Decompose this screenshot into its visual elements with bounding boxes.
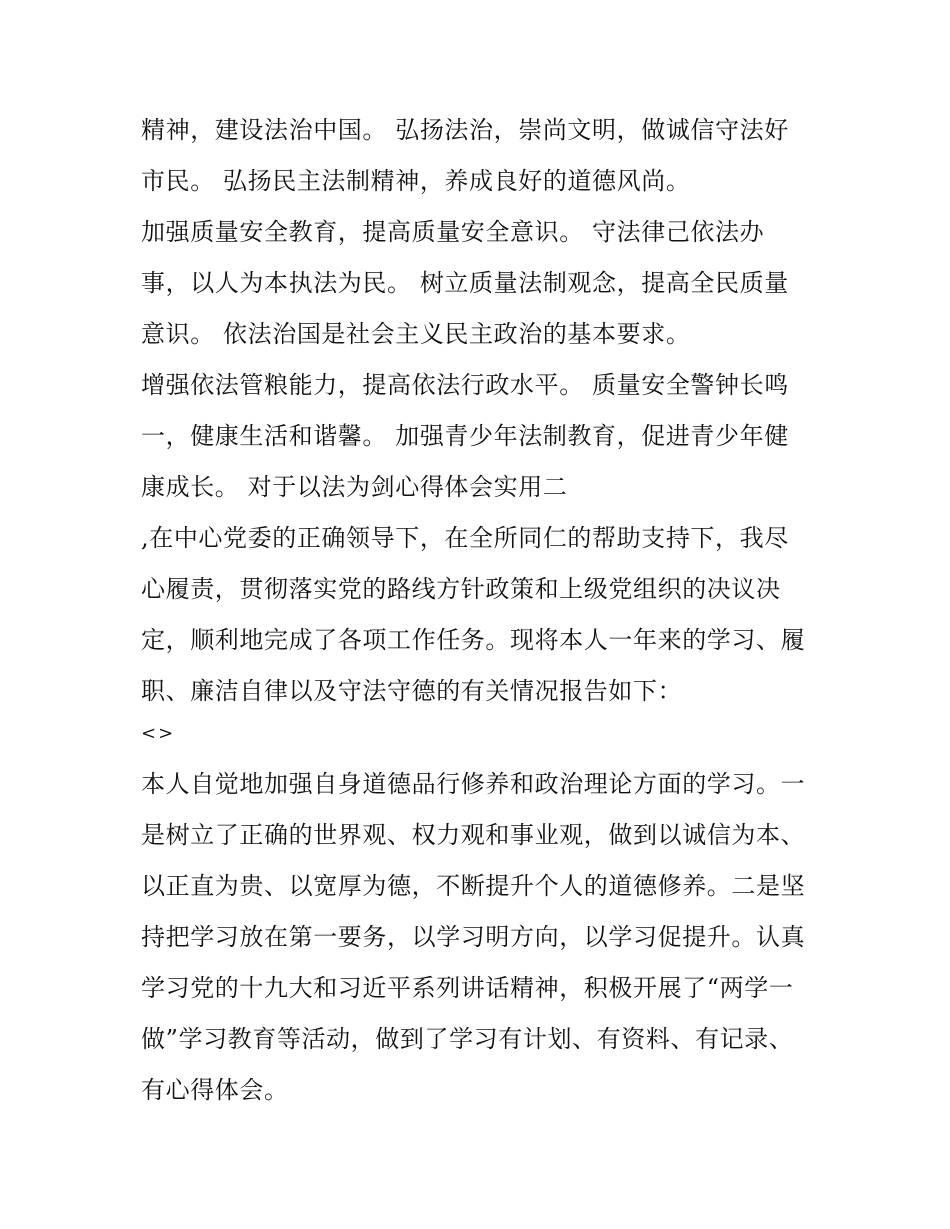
text-line: 定，顺利地完成了各项工作任务。现将本人一年来的学习、履	[141, 626, 806, 654]
text-line: 职、廉洁自律以及守法守德的有关情况报告如下：	[141, 677, 683, 705]
text-line: 精神，建设法治中国。 弘扬法治，崇尚文明，做诚信守法好	[141, 116, 789, 144]
placeholder-marker: <>	[141, 723, 176, 744]
text-line: 增强依法管粮能力，提高依法行政水平。 质量安全警钟长鸣	[141, 371, 789, 399]
text-line: 加强质量安全教育，提高质量安全意识。 守法律己依法办	[141, 218, 765, 246]
text-line: 持把学习放在第一要务，以学习明方向，以学习促提升。认真	[141, 923, 806, 951]
text-line: 做”学习教育等活动，做到了学习有计划、有资料、有记录、	[141, 1025, 794, 1053]
text-line: 有心得体会。	[141, 1076, 289, 1104]
text-line: 学习党的十九大和习近平系列讲话精神，积极开展了“两学一	[141, 974, 794, 1002]
text-line: 本人自觉地加强自身道德品行修养和政治理论方面的学习。一	[141, 770, 806, 798]
text-line: ,在中心党委的正确领导下，在全所同仁的帮助支持下，我尽	[141, 524, 789, 552]
text-line: 康成长。 对于以法为剑心得体会实用二	[141, 473, 568, 501]
text-line: 一，健康生活和谐馨。 加强青少年法制教育，促进青少年健	[141, 422, 789, 450]
text-line: 意识。 依法治国是社会主义民主政治的基本要求。	[141, 320, 691, 348]
text-line: 事，以人为本执法为民。 树立质量法制观念，提高全民质量	[141, 269, 789, 297]
text-line: 以正直为贵、以宽厚为德，不断提升个人的道德修养。二是坚	[141, 872, 806, 900]
text-line: 是树立了正确的世界观、权力观和事业观，做到以诚信为本、	[141, 821, 806, 849]
text-line: 市民。 弘扬民主法制精神，养成良好的道德风尚。	[141, 167, 691, 195]
text-line: 心履责，贯彻落实党的路线方针政策和上级党组织的决议决	[141, 575, 781, 603]
